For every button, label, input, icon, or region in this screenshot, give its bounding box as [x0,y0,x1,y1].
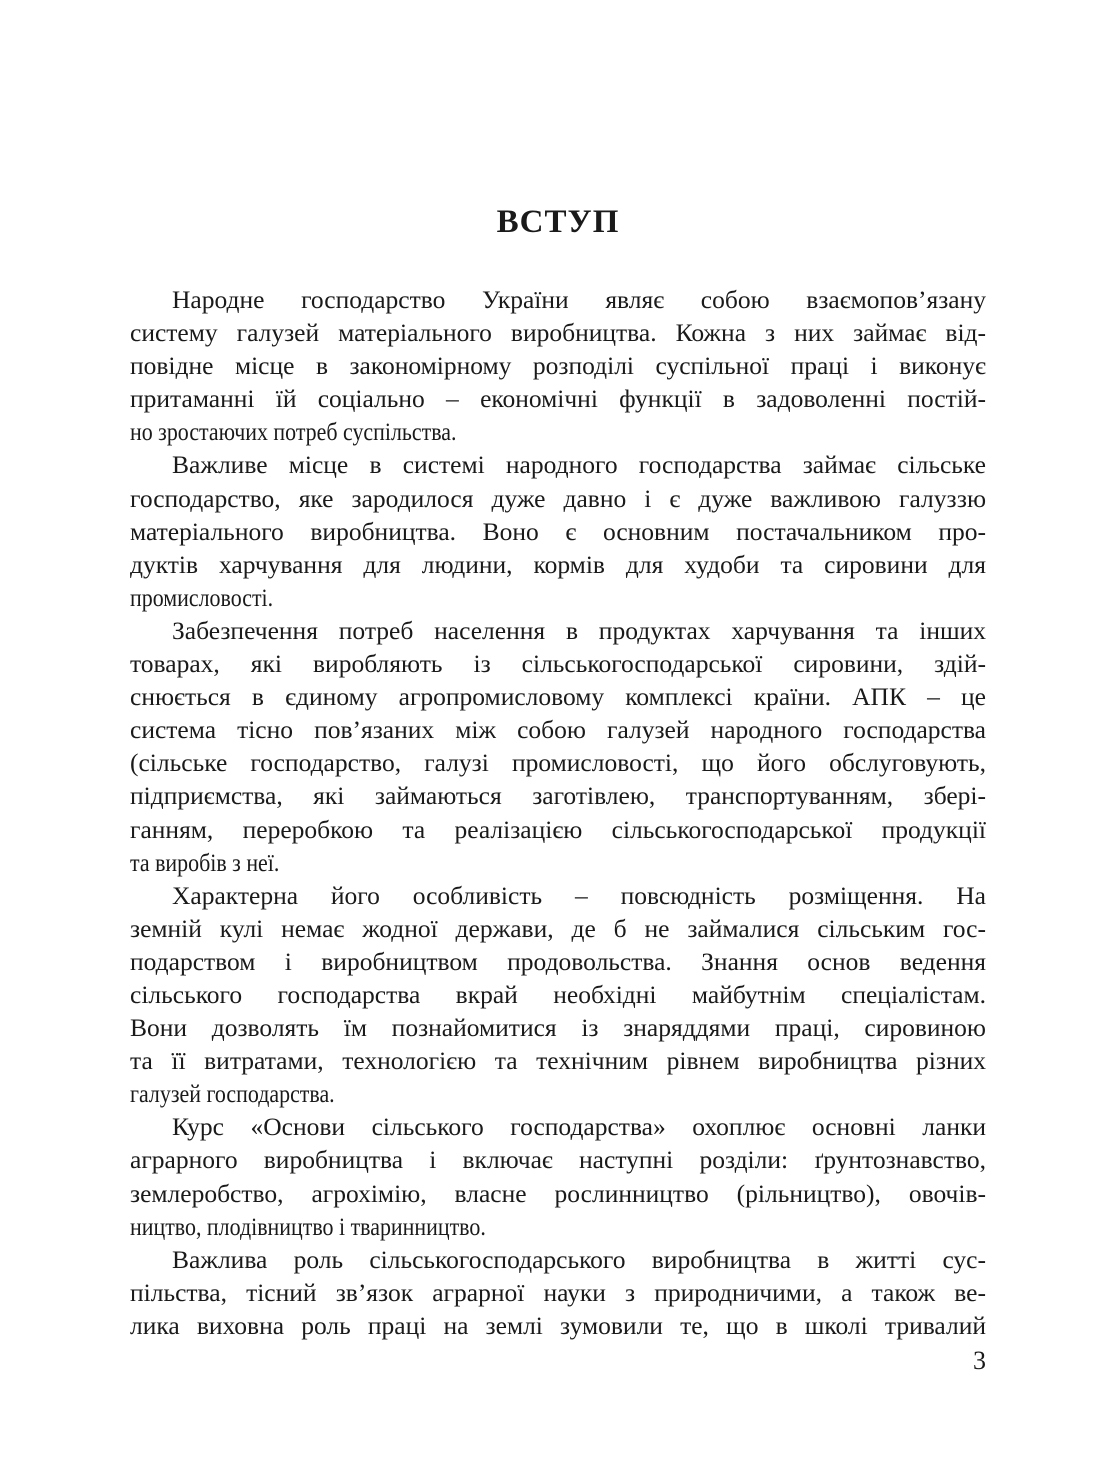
text-line: Забезпечення потреб населення в продуктах харчування та інших [172,615,986,645]
text-line: землеробство, агрохімію, власне рослинництво (рільництво), овочів- [130,1178,986,1208]
text-line: матеріального виробництва. Воно є основним постачальником про- [130,516,986,546]
text-line: (сільське господарство, галузі промисловості, що його обслуговують, [130,748,986,778]
text-line: дуктів харчування для людини, кормів для худоби та сировини для [130,549,986,579]
text-line: та виробів з неї. [130,847,280,877]
text-line: сільського господарства вкрай необхідні майбутнім спеціалістам. [130,979,986,1009]
text-line: підприємства, які займаються заготівлею, транспортуванням, збері- [130,781,986,811]
text-line: земній кулі немає жодної держави, де б не займалися сільським гос- [130,913,986,943]
text-line: система тісно пов’язаних між собою галузей народного господарства [130,715,986,745]
text-line: Важлива роль сільськогосподарського виробництва в житті сус- [172,1244,986,1274]
text-line: пільства, тісний зв’язок аграрної науки з природничими, а також ве- [130,1277,986,1307]
text-line: притаманні їй соціально – економічні функції в задоволенні постій- [130,384,986,414]
text-line: товарах, які виробляють із сільськогосподарської сировини, здій- [130,649,986,679]
text-line: ганням, переробкою та реалізацією сільськогосподарської продукції [130,814,986,844]
text-line: Важливе місце в системі народного господарства займає сільське [172,450,986,480]
text-line: аграрного виробництва і включає наступні розділи: ґрунтознавство, [130,1145,986,1175]
text-line: господарство, яке зародилося дуже давно і є дуже важливою галуззю [130,483,986,513]
text-line: галузей господарства. [130,1079,335,1109]
page-number: 3 [973,1346,986,1375]
text-line: Народне господарство України являє собою взаємопов’язану [172,285,986,314]
text-line: та її витратами, технологією та технічним рівнем виробництва різних [130,1046,986,1076]
text-line: Характерна його особливість – повсюдність розміщення. На [172,880,986,910]
text-line: подарством і виробництвом продовольства. Знання основ ведення [130,946,986,976]
text-line: повідне місце в закономірному розподілі суспільної праці і виконує [130,351,986,381]
text-line: промисловості. [130,582,274,612]
body-text [130,283,986,1342]
text-line: снюється в єдиному агропромисловому комплексі країни. АПК – це [130,682,986,712]
text-line: лика виховна роль праці на землі зумовили те, що в школі тривалий [130,1310,986,1340]
text-line: Курс «Основи сільського господарства» охоплює основні ланки [172,1112,986,1142]
text-line: Вони дозволять їм познайомитися із знаряддями праці, сировиною [130,1013,986,1043]
text-line: но зростаючих потреб суспільства. [130,417,457,447]
text-line: ництво, плодівництво і тваринництво. [130,1211,486,1241]
text-line: систему галузей матеріального виробництва. Кожна з них займає від- [130,318,986,348]
page-title: ВСТУП [496,204,620,240]
